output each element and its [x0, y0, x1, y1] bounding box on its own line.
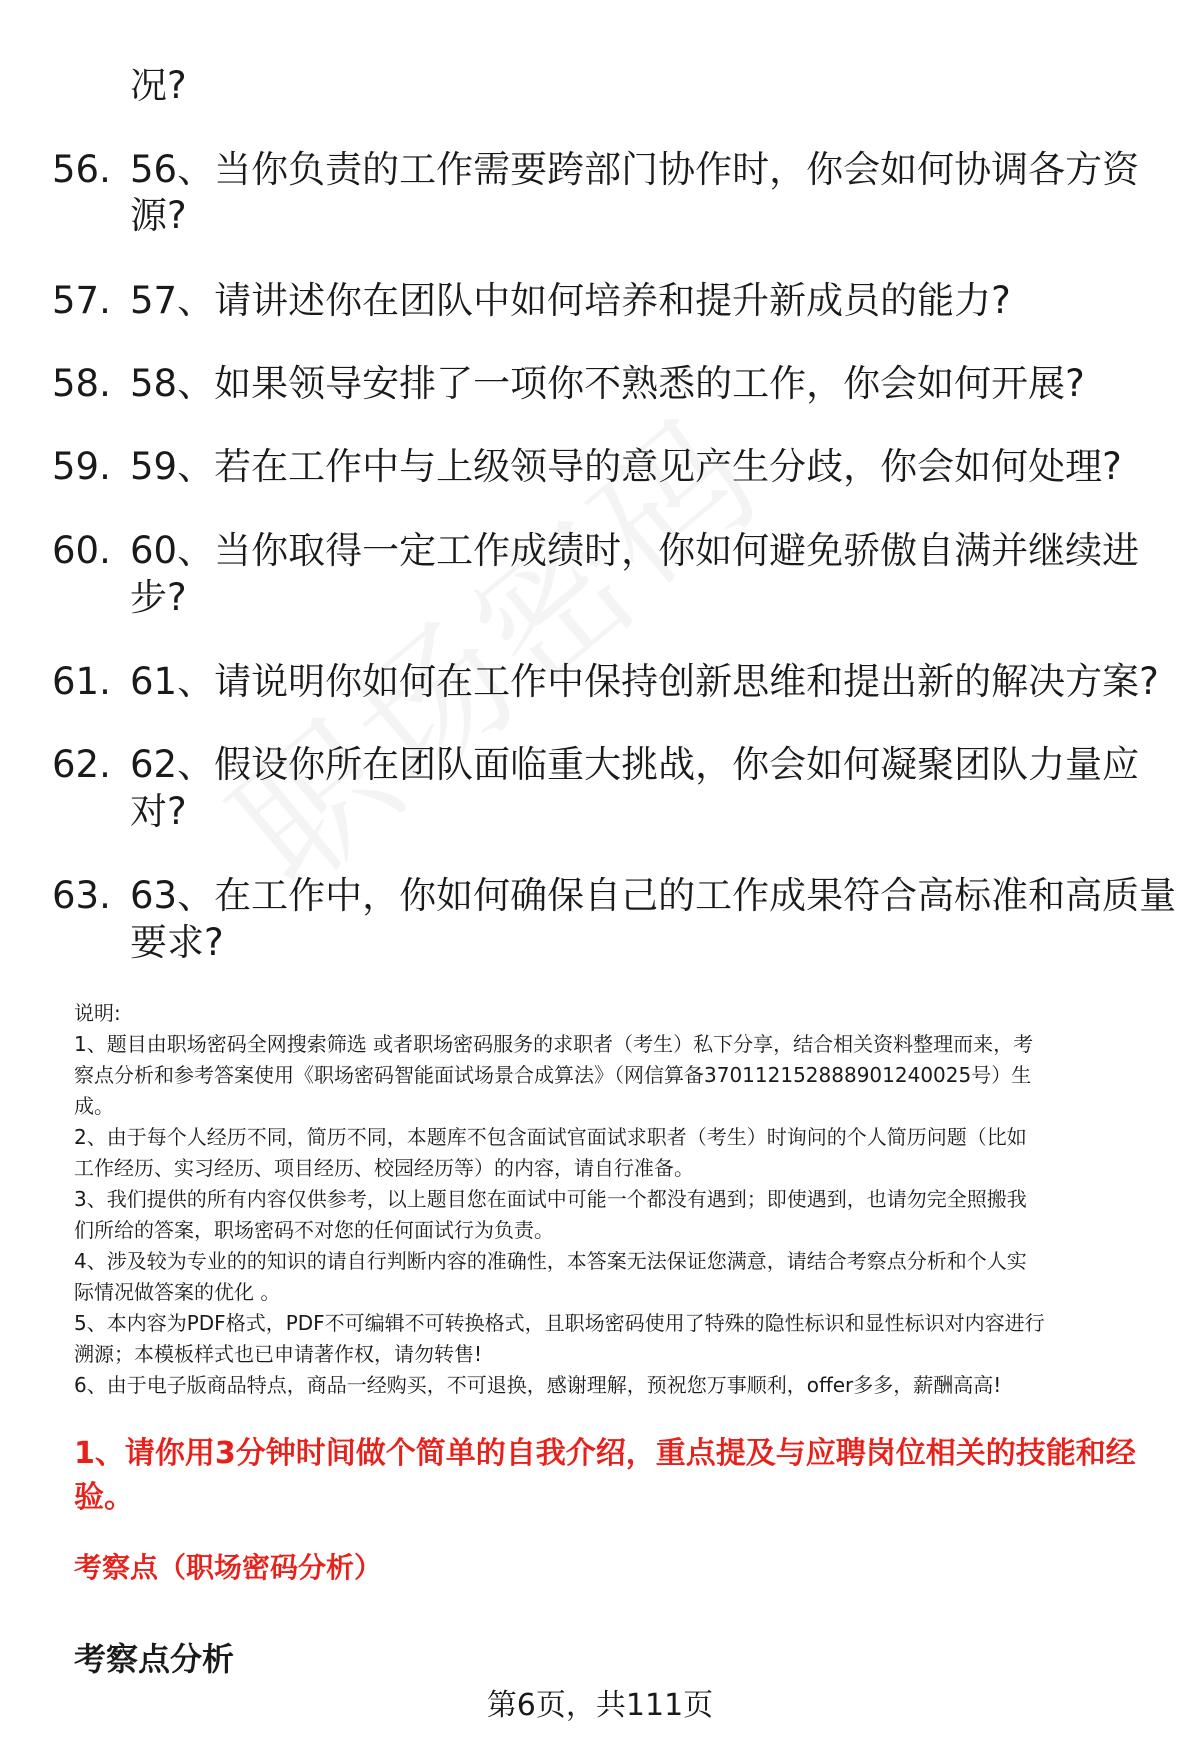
question-text: 62、假设你所在团队面临重大挑战，你会如何凝聚团队力量应 — [130, 743, 1140, 786]
notes-line: 3、我们提供的所有内容仅供参考，以上题目您在面试中可能一个都没有遇到；即使遇到，也请勿完全照搬我 — [74, 1187, 1027, 1211]
question-text: 59、若在工作中与上级领导的意见产生分歧，你会如何处理? — [130, 445, 1122, 488]
notes-line: 察点分析和参考答案使用《职场密码智能面试场景合成算法》（网信算备370112152888901240025号）生 — [74, 1063, 1032, 1087]
question-text: 61、请说明你如何在工作中保持创新思维和提出新的解决方案? — [130, 660, 1159, 703]
notes-block — [74, 998, 1154, 1401]
notes-line: 2、由于每个人经历不同，简历不同，本题库不包含面试官面试求职者（考生）时询问的个人简历问题（比如 — [74, 1125, 1027, 1149]
question-text: 63、在工作中，你如何确保自己的工作成果符合高标准和高质量 — [130, 874, 1177, 917]
question-number: 61. — [52, 660, 111, 703]
heading-line: 1、请你用3分钟时间做个简单的自我介绍，重点提及与应聘岗位相关的技能和经 — [74, 1436, 1136, 1471]
question-number: 60. — [52, 529, 111, 572]
notes-title: 说明: — [74, 1001, 121, 1025]
question-text: 57、请讲述你在团队中如何培养和提升新成员的能力? — [130, 279, 1011, 322]
notes-line: 们所给的答案，职场密码不对您的任何面试行为负责。 — [74, 1218, 554, 1242]
question-text: 对? — [130, 790, 187, 833]
notes-line: 成。 — [74, 1094, 114, 1118]
page-footer: 第6页，共111页 — [486, 1688, 714, 1723]
assessment-analysis-heading: 考察点分析 — [74, 1640, 235, 1678]
question-text: 况? — [130, 64, 187, 107]
assessment-points-heading: 考察点（职场密码分析） — [74, 1551, 383, 1584]
notes-line: 5、本内容为PDF格式，PDF不可编辑不可转换格式，且职场密码使用了特殊的隐性标识和显性标识对内容进行 — [74, 1311, 1045, 1335]
notes-line: 6、由于电子版商品特点，商品一经购买，不可退换，感谢理解，预祝您万事顺利，offer多多，薪酬高高! — [74, 1373, 1002, 1397]
question-number: 56. — [52, 148, 111, 191]
question-number: 63. — [52, 874, 111, 917]
heading-line: 验。 — [74, 1480, 134, 1515]
question-number: 62. — [52, 743, 111, 786]
question-number: 58. — [52, 362, 111, 405]
interview-question-heading — [74, 1432, 1154, 1520]
notes-line: 溯源；本模板样式也已申请著作权，请勿转售! — [74, 1342, 483, 1366]
question-text: 58、如果领导安排了一项你不熟悉的工作，你会如何开展? — [130, 362, 1085, 405]
question-number: 59. — [52, 445, 111, 488]
notes-line: 工作经历、实习经历、项目经历、校园经历等）的内容，请自行准备。 — [74, 1156, 694, 1180]
notes-line: 际情况做答案的优化 。 — [74, 1280, 281, 1304]
question-text: 60、当你取得一定工作成绩时，你如何避免骄傲自满并继续进 — [130, 529, 1140, 572]
question-text: 源? — [130, 194, 187, 237]
question-text: 步? — [130, 576, 187, 619]
notes-line: 1、题目由职场密码全网搜索筛选 或者职场密码服务的求职者（考生）私下分享，结合相关资料整理而来，考 — [74, 1032, 1034, 1056]
question-text: 56、当你负责的工作需要跨部门协作时，你会如何协调各方资 — [130, 148, 1140, 191]
question-text: 要求? — [130, 921, 224, 964]
question-number: 57. — [52, 279, 111, 322]
notes-line: 4、涉及较为专业的的知识的请自行判断内容的准确性，本答案无法保证您满意，请结合考察点分析和个人实 — [74, 1249, 1027, 1273]
